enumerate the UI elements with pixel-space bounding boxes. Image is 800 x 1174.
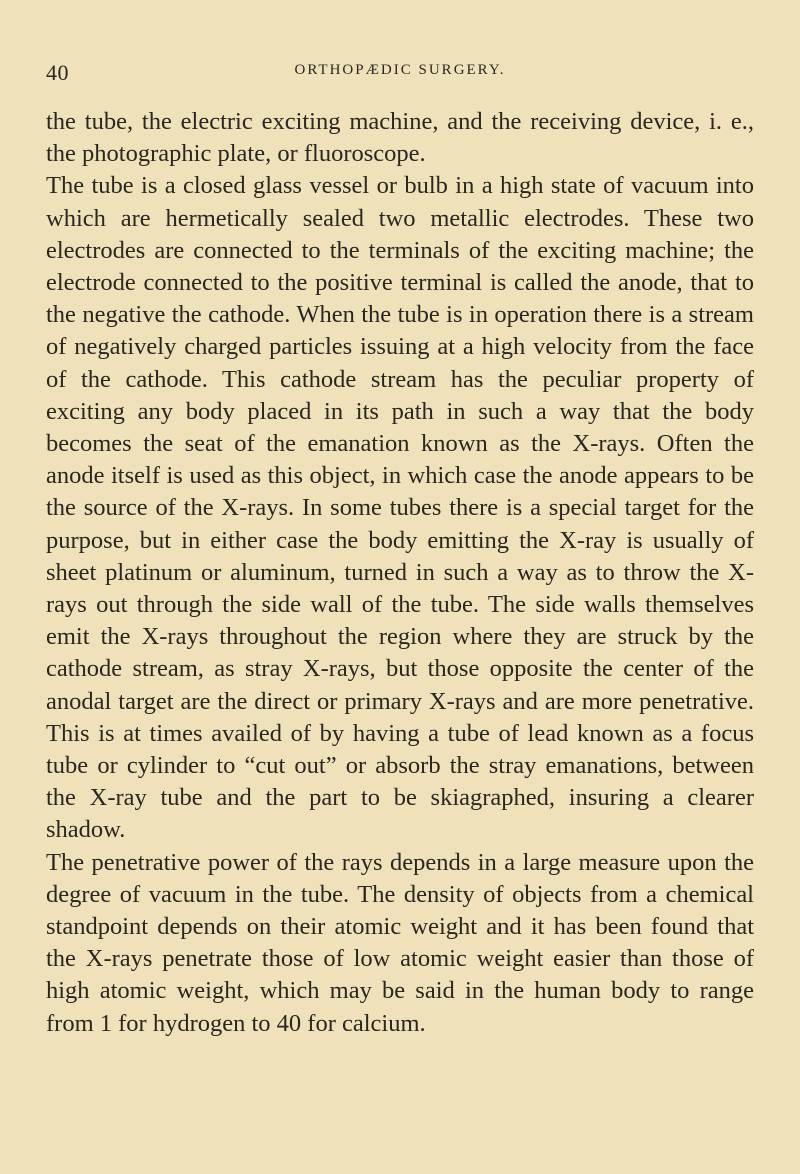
running-head <box>46 60 754 86</box>
paragraph-continued: the tube, the electric exciting machine, and the receiving device, i. e., the photographic plate, or fluoroscope. <box>46 108 754 168</box>
paragraph-penetrative-power: The penetrative power of the rays depends in a large measure upon the degree of vacuum in the tube. The density of objects from a chemical standpoint depends on their atomic weight and it has been found that the X-rays penetrate those of low atomic weight easier than those of high atomic weight, which may be said in the human body to range from 1 for hydrogen to 40 for calcium. <box>46 848 754 1037</box>
page-number: 40 <box>46 60 69 85</box>
running-title: ORTHOPÆDIC SURGERY. <box>294 62 506 78</box>
body-text <box>46 106 754 1040</box>
paragraph-tube-description: The tube is a closed glass vessel or bulb in a high state of vacuum into which are hermetically sealed two metallic electrodes. These two electrodes are connected to the terminals of the exciting machine; the electrode connected to the positive terminal is called the anode, that to the negative the cathode. When the tube is in operation there is a stream of negatively charged particles issuing at a high velocity from the face of the cathode. This cathode stream has the peculiar property of exciting any body placed in its path in such a way that the body becomes the seat of the emanation known as the X-rays. Often the anode itself is used as this object, in which case the anode appears to be the source of the X-rays. In some tubes there is a special target for the purpose, but in either case the body emitting the X-ray is usually of sheet platinum or aluminum, turned in such a way as to throw the X-rays out through the side wall of the tube. The side walls themselves emit the X-rays throughout the region where they are struck by the cathode stream, as stray X-rays, but those opposite the center of the anodal target are the direct or primary X-rays and are more penetrative. This is at times availed of by having a tube of lead known as a focus tube or cylinder to “cut out” or absorb the stray emanations, between the X-ray tube and the part to be skiagraphed, insuring a clearer shadow. <box>46 172 754 844</box>
